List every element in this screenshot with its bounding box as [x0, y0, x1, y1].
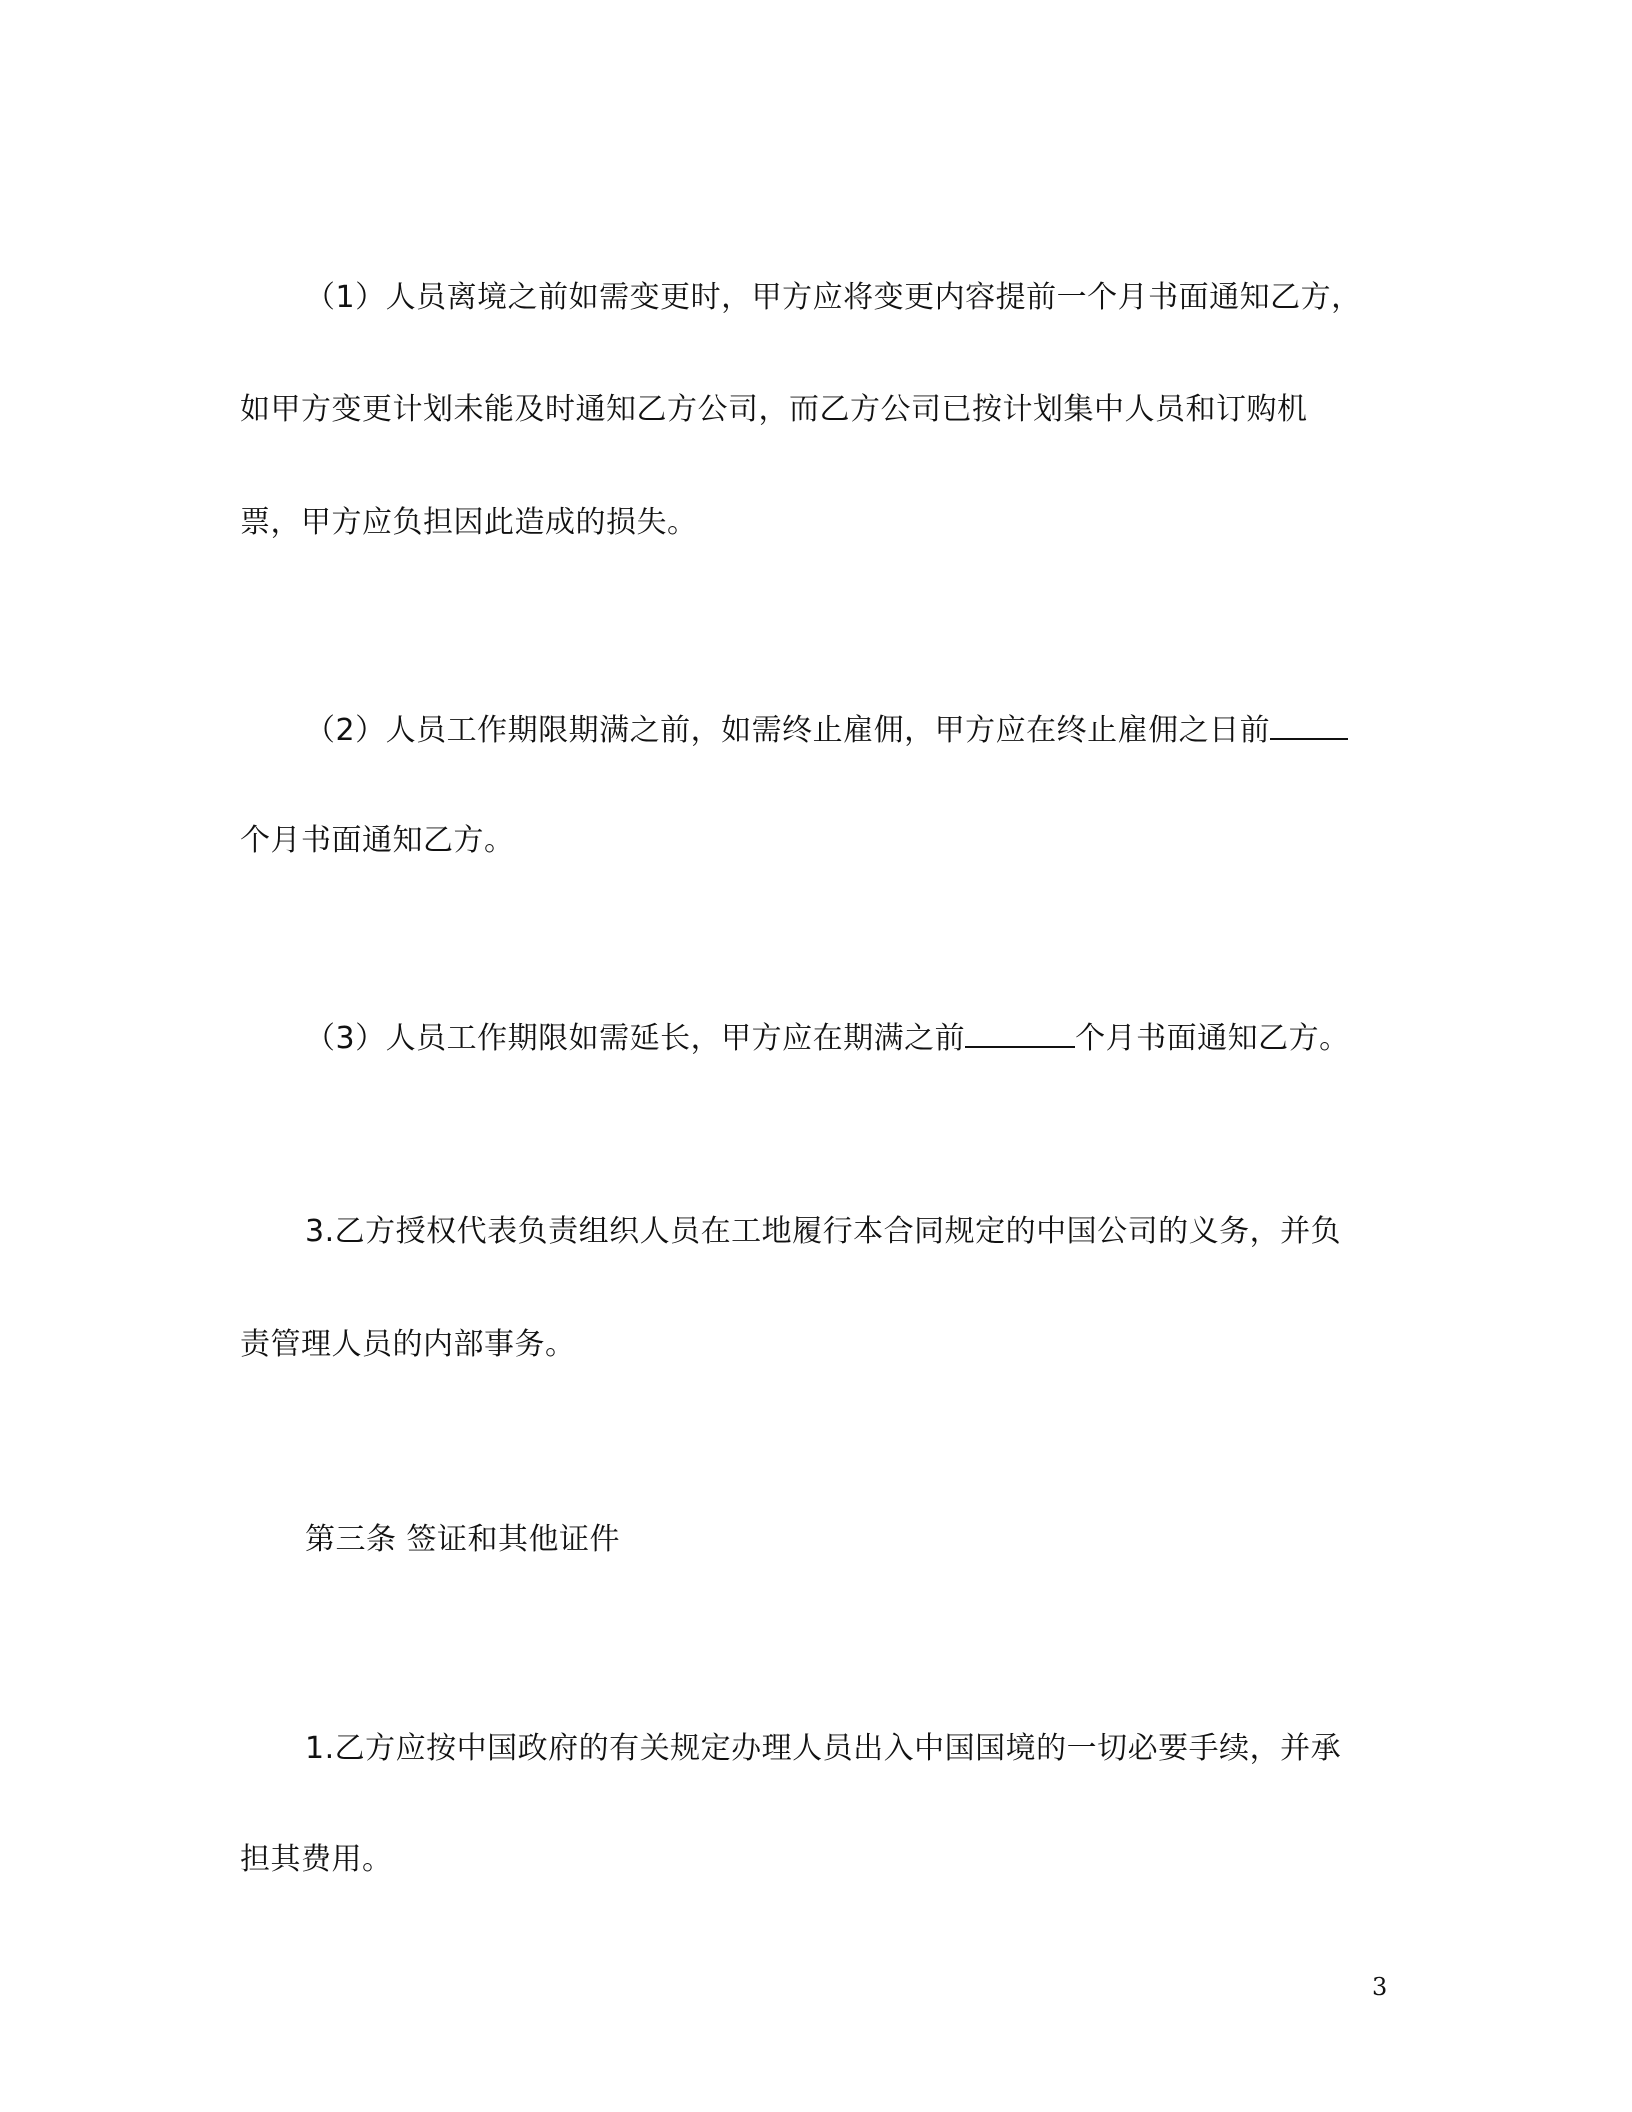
clause-3-line-1	[305, 1016, 1350, 1059]
clause-3-prefix: （3）人员工作期限如需延长，甲方应在期满之前	[305, 1021, 966, 1056]
clause-2-line-1	[305, 708, 1348, 751]
clause-1-line-2: 如甲方变更计划未能及时通知乙方公司，而乙方公司已按计划集中人员和订购机	[240, 392, 1308, 427]
article-heading: 第三条 签证和其他证件	[305, 1522, 621, 1557]
clause-2-line-2: 个月书面通知乙方。	[240, 823, 515, 858]
clause-1-line-3: 票，甲方应负担因此造成的损失。	[240, 505, 698, 540]
item-3-line-1: 3.乙方授权代表负责组织人员在工地履行本合同规定的中国公司的义务，并负	[305, 1214, 1342, 1249]
clause-2-text: （2）人员工作期限期满之前，如需终止雇佣，甲方应在终止雇佣之日前	[305, 713, 1271, 748]
fill-in-blank	[965, 1016, 1075, 1048]
article-item-1-line-1: 1.乙方应按中国政府的有关规定办理人员出入中国国境的一切必要手续，并承	[305, 1731, 1342, 1766]
clause-1-line-1: （1）人员离境之前如需变更时，甲方应将变更内容提前一个月书面通知乙方，	[305, 280, 1362, 315]
fill-in-blank	[1270, 708, 1348, 740]
clause-3-suffix: 个月书面通知乙方。	[1075, 1021, 1350, 1056]
article-item-1-line-2: 担其费用。	[240, 1842, 393, 1877]
page-number: 3	[1372, 1973, 1388, 2001]
item-3-line-2: 责管理人员的内部事务。	[240, 1327, 576, 1362]
